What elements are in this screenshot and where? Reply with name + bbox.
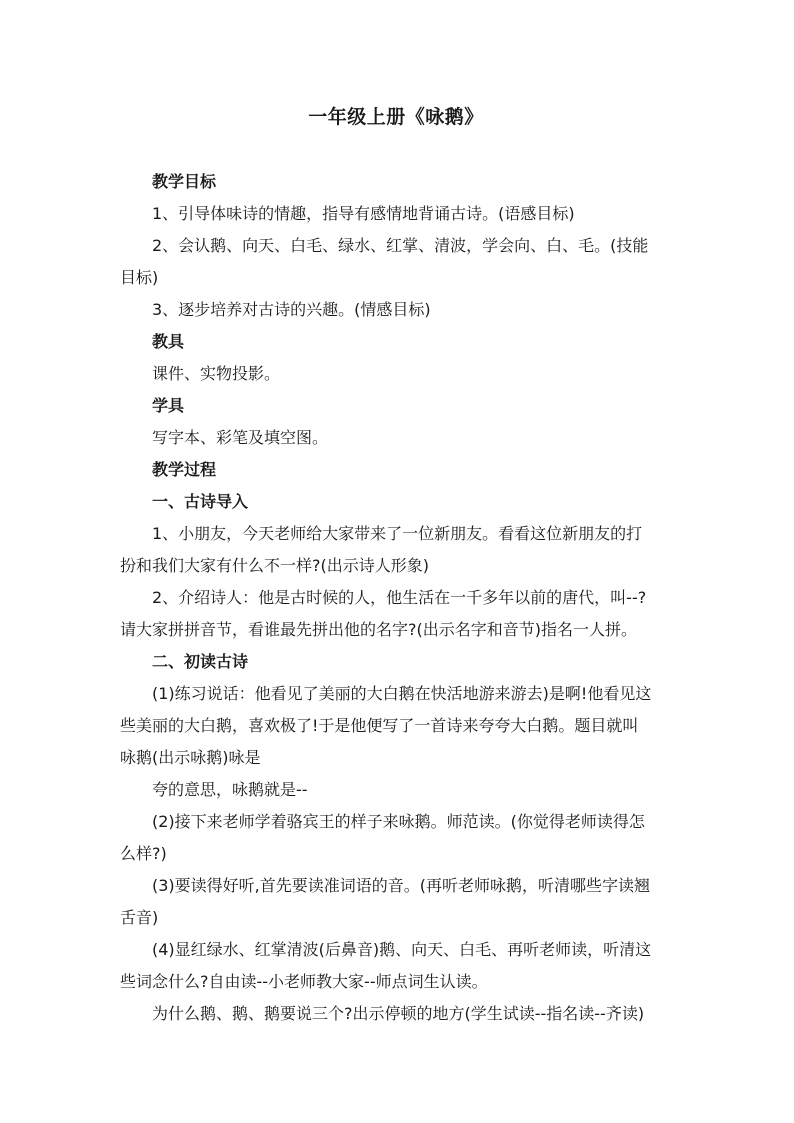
paragraph-line: (1)练习说话：他看见了美丽的大白鹅在快活地游来游去)是啊!他看见这 bbox=[152, 684, 652, 703]
paragraph-line: 请大家拼拼音节，看谁最先拼出他的名字?(出示名字和音节)指名一人拼。 bbox=[120, 620, 637, 639]
paragraph-line: 些美丽的大白鹅，喜欢极了!于是他便写了一首诗来夸夸大白鹅。题目就叫 bbox=[120, 716, 639, 735]
paragraph-line: 些词念什么?自由读--小老师教大家--师点词生认读。 bbox=[120, 972, 488, 991]
paragraph-line: 舌音) bbox=[120, 908, 159, 927]
paragraph-line: 为什么鹅、鹅、鹅要说三个?出示停顿的地方(学生试读--指名读--齐读) bbox=[152, 1004, 645, 1023]
paragraph-line: 1、小朋友，今天老师给大家带来了一位新朋友。看看这位新朋友的打 bbox=[152, 524, 643, 543]
paragraph-line: (4)显红绿水、红掌清波(后鼻音)鹅、向天、白毛、再听老师读，听清这 bbox=[152, 940, 652, 959]
section-heading-teaching-goals: 教学目标 bbox=[152, 172, 217, 191]
teaching-aids-text: 课件、实物投影。 bbox=[152, 364, 281, 383]
goal-3: 3、逐步培养对古诗的兴趣。(情感目标) bbox=[152, 300, 431, 319]
goal-1: 1、引导体味诗的情趣，指导有感情地背诵古诗。(语感目标) bbox=[152, 204, 575, 223]
subsection-heading-poem-intro: 一、古诗导入 bbox=[152, 492, 249, 511]
document-title: 一年级上册《咏鹅》 bbox=[308, 106, 484, 128]
paragraph-line: 咏鹅(出示咏鹅)咏是 bbox=[120, 748, 261, 767]
paragraph-line: 么样?) bbox=[120, 844, 167, 863]
paragraph-line: 扮和我们大家有什么不一样?(出示诗人形象) bbox=[120, 556, 429, 575]
paragraph-line: (2)接下来老师学着骆宾王的样子来咏鹅。师范读。(你觉得老师读得怎 bbox=[152, 812, 645, 831]
subsection-heading-first-reading: 二、初读古诗 bbox=[152, 652, 249, 671]
section-heading-teaching-aids: 教具 bbox=[152, 332, 185, 351]
paragraph-line: (3)要读得好听,首先要读准词语的音。(再听老师咏鹅，听清哪些字读翘 bbox=[152, 876, 650, 895]
paragraph-line: 2、介绍诗人：他是古时候的人，他生活在一千多年以前的唐代，叫--? bbox=[152, 588, 647, 607]
paragraph-line: 夸的意思，咏鹅就是-- bbox=[152, 780, 308, 799]
section-heading-teaching-process: 教学过程 bbox=[152, 460, 217, 479]
goal-2: 2、会认鹅、向天、白毛、绿水、红掌、清波，学会向、白、毛。(技能 bbox=[152, 236, 649, 255]
section-heading-student-aids: 学具 bbox=[152, 396, 185, 415]
goal-2-continued: 目标) bbox=[120, 268, 159, 287]
student-aids-text: 写字本、彩笔及填空图。 bbox=[152, 428, 329, 447]
document-page bbox=[120, 0, 672, 1123]
document-body bbox=[120, 166, 672, 1030]
